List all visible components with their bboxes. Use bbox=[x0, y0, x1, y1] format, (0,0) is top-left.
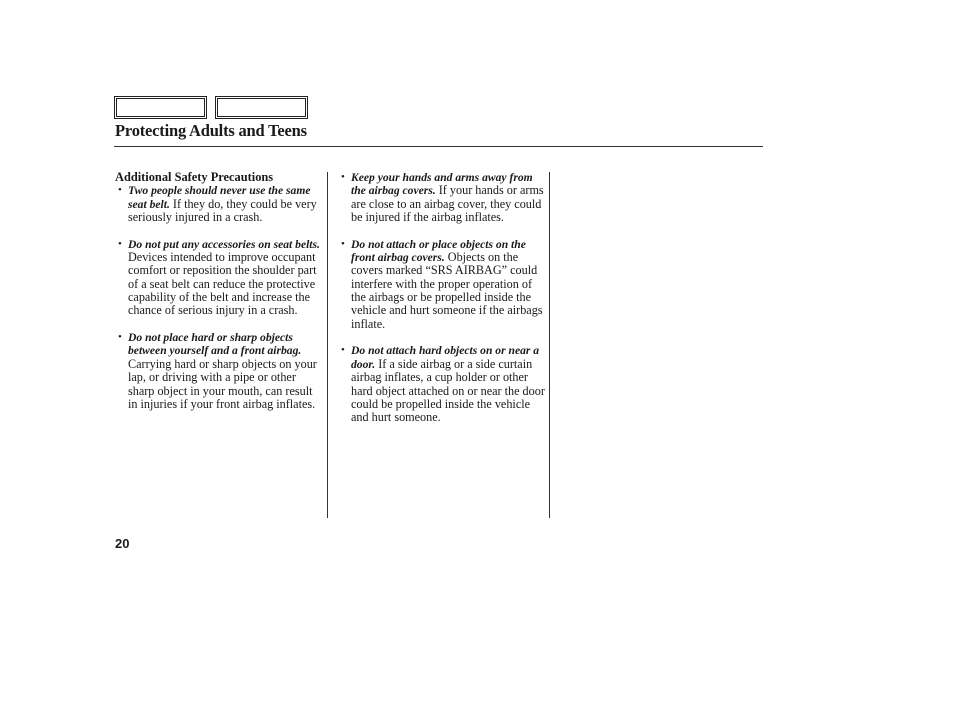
bullet-icon: • bbox=[118, 184, 122, 197]
nav-tab-2-inner-frame bbox=[217, 98, 306, 117]
item-body: If your hands or arms are close to an airbag cover, they could be injured if the airbag inflates. bbox=[351, 183, 544, 225]
item-body: Devices intended to improve occupant comfort or reposition the shoulder part of a seat belt can reduce the protective capability of the belt and increase the chance of serious injury in a crash. bbox=[128, 250, 317, 318]
section-title: Protecting Adults and Teens bbox=[115, 121, 307, 140]
list-item bbox=[338, 344, 546, 424]
spacer bbox=[115, 318, 322, 331]
nav-tab-1-inner-frame bbox=[116, 98, 205, 117]
column-middle bbox=[338, 171, 546, 425]
item-body: If they do, they could be very seriously injured in a crash. bbox=[128, 196, 317, 225]
list-item bbox=[115, 184, 322, 224]
bullet-icon: • bbox=[341, 237, 345, 250]
item-lead: Keep your hands and arms away from the airbag covers. bbox=[351, 171, 533, 198]
nav-tab-1[interactable] bbox=[114, 96, 207, 119]
spacer bbox=[338, 224, 546, 237]
item-body: If a side airbag or a side curtain airbag inflates, a cup holder or other hard object attached on or near the door could be propelled inside the vehicle and hurt someone. bbox=[351, 356, 545, 425]
bullet-icon: • bbox=[341, 344, 345, 357]
item-body: Carrying hard or sharp objects on your lap, or driving with a pipe or other sharp object in your mouth, can result in injuries if your front airbag inflates. bbox=[128, 356, 317, 411]
page-number: 20 bbox=[115, 536, 130, 551]
item-lead: Do not attach hard objects on or near a door. bbox=[351, 344, 540, 371]
nav-tab-2[interactable] bbox=[215, 96, 308, 119]
spacer bbox=[338, 331, 546, 344]
column-left bbox=[115, 171, 322, 411]
bullet-icon: • bbox=[341, 171, 345, 183]
title-rule bbox=[114, 146, 763, 147]
item-lead: Do not attach or place objects on the front airbag covers. bbox=[351, 237, 526, 265]
bullet-icon: • bbox=[118, 237, 122, 250]
column-divider-2 bbox=[549, 172, 550, 518]
list-item bbox=[115, 331, 322, 411]
item-lead: Do not place hard or sharp objects between yourself and a front airbag. bbox=[128, 331, 302, 358]
list-item bbox=[338, 171, 546, 224]
list-item bbox=[115, 238, 322, 318]
item-body: Objects on the covers marked “SRS AIRBAG” could interfere with the proper operation of the airbags or be propelled inside the vehicle and hurt someone if the airbags inflate. bbox=[351, 250, 543, 331]
spacer bbox=[115, 224, 322, 237]
item-lead: Two people should never use the same seat belt. bbox=[128, 184, 311, 211]
column-divider-1 bbox=[327, 172, 328, 518]
subheading-additional-safety: Additional Safety Precautions bbox=[115, 170, 274, 184]
item-lead: Do not put any accessories on seat belts. bbox=[128, 237, 320, 251]
bullet-icon: • bbox=[118, 331, 122, 344]
list-item bbox=[338, 238, 546, 331]
